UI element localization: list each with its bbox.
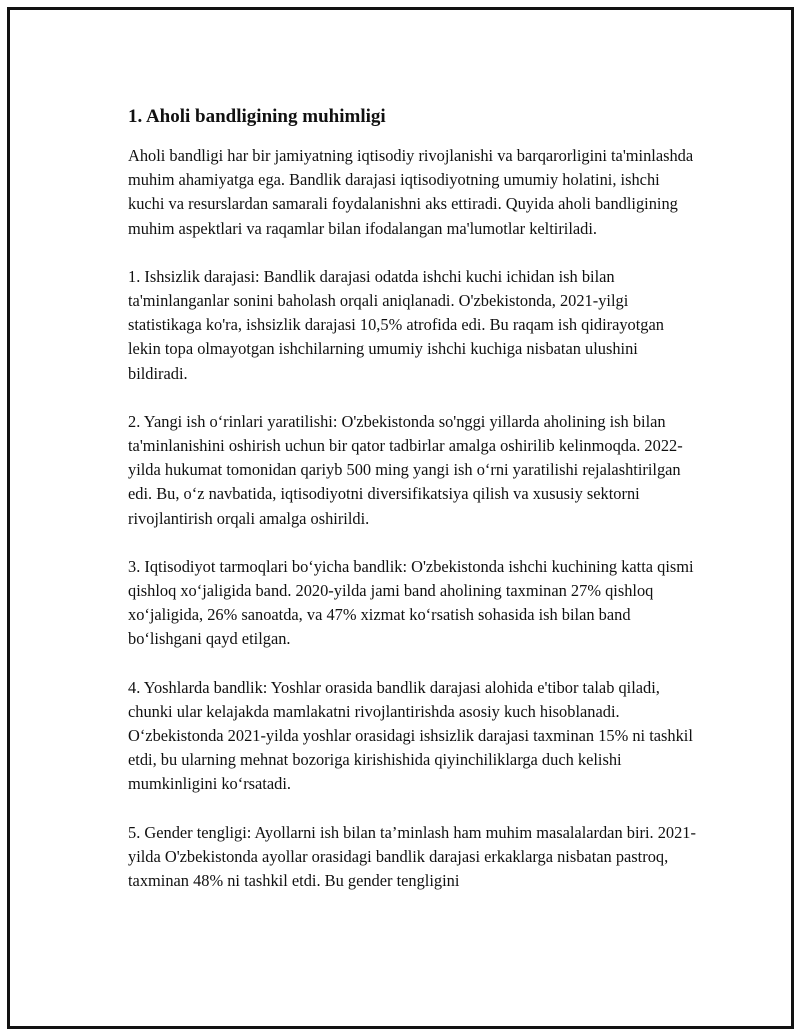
paragraph-unemployment-rate: 1. Ishsizlik darajasi: Bandlik darajasi odatda ishchi kuchi ichidan ish bilan ta'minlanganlar sonini baholash orqali aniqlanadi. O'zbekistonda, 2021-yilgi statistikaga ko'ra, ishsizlik darajasi 10,5% atrofida edi. Bu raqam ish qidirayotgan lekin topa olmayotgan ishchilarning umumiy ishchi kuchiga nisbatan ulushini bildiradi. bbox=[128, 266, 664, 383]
paragraph-gender-equality: 5. Gender tengligi: Ayollarni ish bilan ta’minlash ham muhim masalalardan biri. 2021-yilda O'zbekistonda ayollar orasidagi bandlik darajasi erkaklarga nisbatan pastroq, taxminan 48% ni tashkil etdi. Bu gender tengligini bbox=[128, 822, 696, 891]
paragraph-new-jobs: 2. Yangi ish o‘rinlari yaratilishi: O'zbekistonda so'nggi yillarda aholining ish bilan ta'minlanishini oshirish uchun bir qator tadbirlar amalga oshirilib kelinmoqda. 2022-yilda hukumat tomonidan qariyb 500 ming yangi ish o‘rni yaratilishi rejalashtirilgan edi. Bu, o‘z navbatida, iqtisodiyotni diversifikatsiya qilish va xususiy sektorni rivojlantirish orqali amalga oshirildi. bbox=[128, 411, 683, 528]
section-heading: 1. Aholi bandligining muhimligi bbox=[128, 106, 386, 127]
paragraph-sector-employment: 3. Iqtisodiyot tarmoqlari bo‘yicha bandlik: O'zbekistonda ishchi kuchining katta qismi qishloq xo‘jaligida band. 2020-yilda jami band aholining taxminan 27% qishloq xo‘jaligida, 26% sanoatda, va 47% xizmat ko‘rsatish sohasida ish bilan band bo‘lishgani qayd etilgan. bbox=[128, 556, 694, 649]
document-body bbox=[128, 104, 700, 917]
paragraph-youth-employment: 4. Yoshlarda bandlik: Yoshlar orasida bandlik darajasi alohida e'tibor talab qiladi, chunki ular kelajakda mamlakatni rivojlantirishda asosiy kuch hisoblanadi. O‘zbekistonda 2021-yilda yoshlar orasidagi ishsizlik darajasi taxminan 15% ni tashkil etdi, bu ularning mehnat bozoriga kirishishida qiyinchiliklarga duch kelishi mumkinligini ko‘rsatadi. bbox=[128, 677, 693, 794]
page-frame bbox=[7, 7, 794, 1029]
intro-paragraph: Aholi bandligi har bir jamiyatning iqtisodiy rivojlanishi va barqarorligini ta'minlashda muhim ahamiyatga ega. Bandlik darajasi iqtisodiyotning umumiy holatini, ishchi kuchi va resurslardan samarali foydalanishni aks ettiradi. Quyida aholi bandligining muhim aspektlari va raqamlar bilan ifodalangan ma'lumotlar keltiriladi. bbox=[128, 146, 694, 238]
